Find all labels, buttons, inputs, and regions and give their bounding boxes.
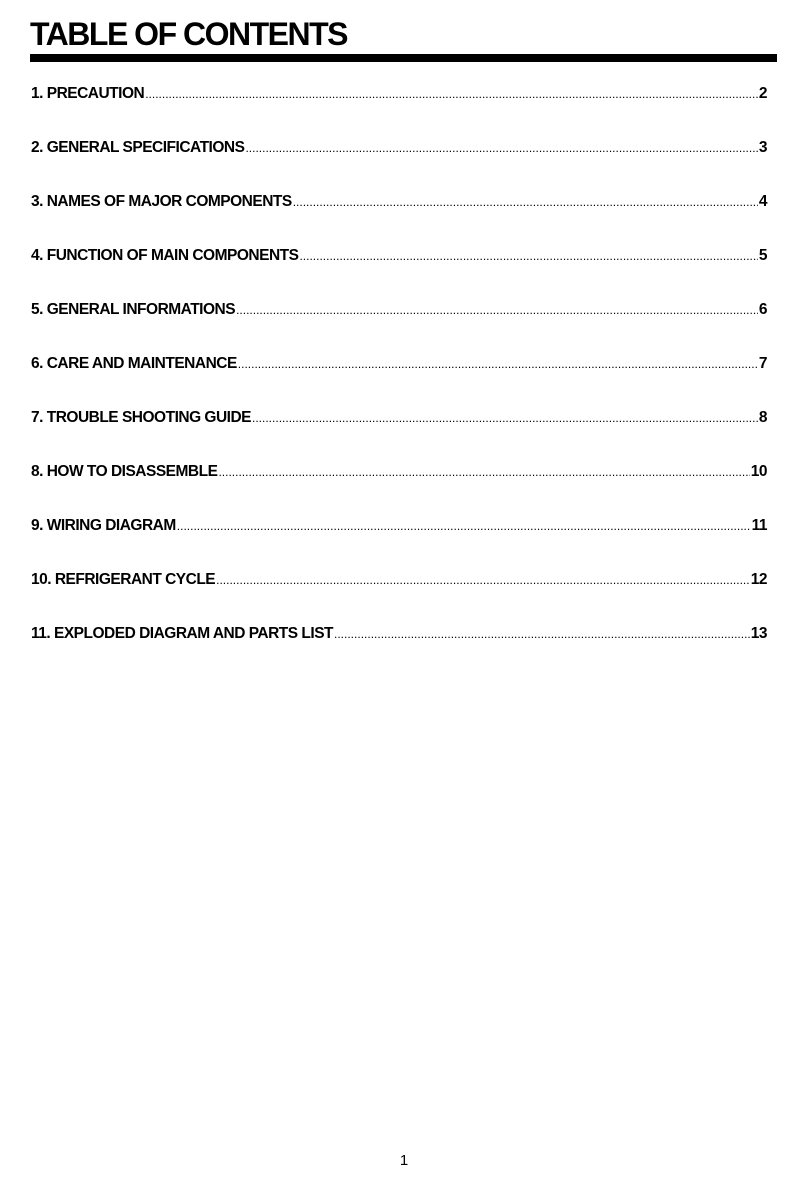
toc-leader-dots	[216, 568, 750, 592]
toc-leader-dots	[236, 298, 758, 322]
table-of-contents	[31, 82, 767, 676]
toc-entry-label: 2. GENERAL SPECIFICATIONS	[31, 139, 245, 156]
toc-entry-label: 3. NAMES OF MAJOR COMPONENTS	[31, 193, 292, 210]
toc-entry-names-of-major-components	[31, 190, 767, 244]
page-title: TABLE OF CONTENTS	[30, 16, 347, 52]
toc-entry-page: 11	[751, 517, 767, 534]
toc-entry-general-informations	[31, 298, 767, 352]
toc-entry-wiring-diagram	[31, 514, 767, 568]
toc-entry-label: 1. PRECAUTION	[31, 85, 145, 102]
toc-entry-label: 11. EXPLODED DIAGRAM AND PARTS LIST	[31, 625, 334, 642]
toc-entry-page: 3	[758, 139, 767, 156]
toc-entry-page: 12	[750, 571, 767, 588]
toc-leader-dots	[238, 352, 758, 376]
title-underline	[30, 54, 777, 62]
toc-entry-general-specifications	[31, 136, 767, 190]
toc-leader-dots	[245, 136, 757, 160]
toc-entry-label: 4. FUNCTION OF MAIN COMPONENTS	[31, 247, 299, 264]
toc-entry-precaution	[31, 82, 767, 136]
toc-entry-page: 2	[758, 85, 767, 102]
toc-entry-page: 5	[758, 247, 767, 264]
toc-entry-label: 5. GENERAL INFORMATIONS	[31, 301, 236, 318]
toc-entry-label: 7. TROUBLE SHOOTING GUIDE	[31, 409, 252, 426]
toc-leader-dots	[299, 244, 757, 268]
page-number: 1	[399, 1152, 409, 1169]
toc-leader-dots	[252, 406, 758, 430]
toc-entry-label: 8. HOW TO DISASSEMBLE	[31, 463, 218, 480]
toc-entry-how-to-disassemble	[31, 460, 767, 514]
toc-entry-page: 4	[758, 193, 767, 210]
toc-entry-care-and-maintenance	[31, 352, 767, 406]
toc-leader-dots	[293, 190, 758, 214]
toc-entry-function-of-main-components	[31, 244, 767, 298]
toc-entry-label: 10. REFRIGERANT CYCLE	[31, 571, 216, 588]
toc-leader-dots	[145, 82, 758, 106]
toc-leader-dots	[218, 460, 749, 484]
toc-entry-exploded-diagram-and-parts-list	[31, 622, 767, 676]
toc-entry-refrigerant-cycle	[31, 568, 767, 622]
toc-entry-page: 7	[758, 355, 767, 372]
toc-entry-page: 10	[750, 463, 767, 480]
toc-entry-trouble-shooting-guide	[31, 406, 767, 460]
toc-entry-label: 6. CARE AND MAINTENANCE	[31, 355, 237, 372]
toc-entry-label: 9. WIRING DIAGRAM	[31, 517, 176, 534]
toc-leader-dots	[334, 622, 750, 646]
toc-entry-page: 13	[750, 625, 767, 642]
toc-leader-dots	[177, 514, 751, 538]
toc-entry-page: 6	[758, 301, 767, 318]
toc-entry-page: 8	[758, 409, 767, 426]
